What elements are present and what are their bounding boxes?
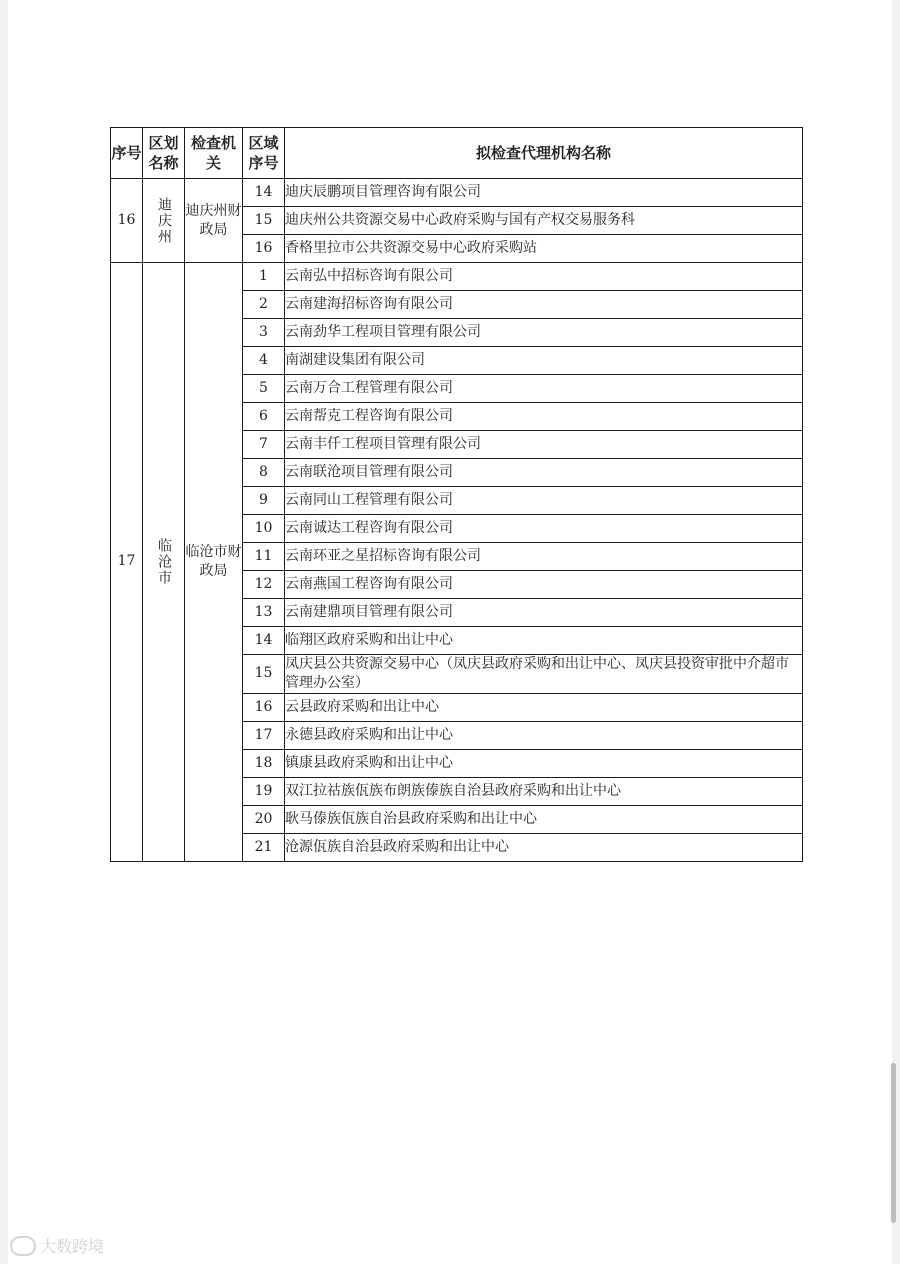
row-agency-name-cell: 云南万合工程管理有限公司: [285, 375, 803, 403]
group-region-cell: 迪庆州: [143, 179, 185, 263]
row-agency-name-cell: 云南诚达工程咨询有限公司: [285, 515, 803, 543]
row-agency-name-cell: 云南丰仟工程项目管理有限公司: [285, 431, 803, 459]
row-agency-name-cell: 耿马傣族佤族自治县政府采购和出让中心: [285, 805, 803, 833]
row-idx-cell: 17: [243, 721, 285, 749]
row-agency-name-cell: 镇康县政府采购和出让中心: [285, 749, 803, 777]
row-agency-name-cell: 云南帮克工程咨询有限公司: [285, 403, 803, 431]
row-agency-name-cell: 凤庆县公共资源交易中心（凤庆县政府采购和出让中心、凤庆县投资审批中介超市管理办公室）: [285, 655, 803, 694]
row-agency-name-cell: 临翔区政府采购和出让中心: [285, 627, 803, 655]
row-idx-cell: 8: [243, 459, 285, 487]
row-idx-cell: 20: [243, 805, 285, 833]
row-agency-name-cell: 云南环亚之星招标咨询有限公司: [285, 543, 803, 571]
row-idx-cell: 16: [243, 693, 285, 721]
table-body: [111, 179, 803, 862]
row-agency-name-cell: 云南建鼎项目管理有限公司: [285, 599, 803, 627]
table-row: [111, 179, 803, 207]
group-seq-cell: 16: [111, 179, 143, 263]
row-idx-cell: 6: [243, 403, 285, 431]
header-seq: 序号: [111, 128, 143, 179]
group-region-cell: 临沧市: [143, 263, 185, 862]
header-org: 检查机关: [185, 128, 243, 179]
row-agency-name-cell: 云南建海招标咨询有限公司: [285, 291, 803, 319]
row-agency-name-cell: 云南同山工程管理有限公司: [285, 487, 803, 515]
watermark-logo-icon: [10, 1236, 36, 1256]
row-idx-cell: 9: [243, 487, 285, 515]
row-agency-name-cell: 双江拉祜族佤族布朗族傣族自治县政府采购和出让中心: [285, 777, 803, 805]
row-agency-name-cell: 云南弘中招标咨询有限公司: [285, 263, 803, 291]
row-idx-cell: 21: [243, 833, 285, 861]
row-idx-cell: 5: [243, 375, 285, 403]
row-idx-cell: 4: [243, 347, 285, 375]
group-seq-cell: 17: [111, 263, 143, 862]
watermark-text: 大数跨境: [40, 1237, 105, 1256]
row-idx-cell: 12: [243, 571, 285, 599]
watermark: [10, 1234, 104, 1257]
row-idx-cell: 13: [243, 599, 285, 627]
table-row: [111, 263, 803, 291]
row-idx-cell: 14: [243, 627, 285, 655]
row-idx-cell: 1: [243, 263, 285, 291]
row-agency-name-cell: 云县政府采购和出让中心: [285, 693, 803, 721]
row-agency-name-cell: 南湖建设集团有限公司: [285, 347, 803, 375]
row-idx-cell: 15: [243, 207, 285, 235]
row-agency-name-cell: 永德县政府采购和出让中心: [285, 721, 803, 749]
header-idx: 区域序号: [243, 128, 285, 179]
row-agency-name-cell: 云南燕国工程咨询有限公司: [285, 571, 803, 599]
row-idx-cell: 15: [243, 655, 285, 694]
row-idx-cell: 19: [243, 777, 285, 805]
row-agency-name-cell: 云南劲华工程项目管理有限公司: [285, 319, 803, 347]
row-idx-cell: 16: [243, 235, 285, 263]
scrollbar[interactable]: [891, 1063, 896, 1223]
row-idx-cell: 11: [243, 543, 285, 571]
row-idx-cell: 18: [243, 749, 285, 777]
group-org-cell: 临沧市财政局: [185, 263, 243, 862]
row-agency-name-cell: 迪庆辰鹏项目管理咨询有限公司: [285, 179, 803, 207]
row-agency-name-cell: 沧源佤族自治县政府采购和出让中心: [285, 833, 803, 861]
agency-inspection-table: [110, 127, 803, 862]
table-header-row: [111, 128, 803, 179]
row-idx-cell: 2: [243, 291, 285, 319]
row-agency-name-cell: 迪庆州公共资源交易中心政府采购与国有产权交易服务科: [285, 207, 803, 235]
header-name: 拟检查代理机构名称: [285, 128, 803, 179]
document-page: [8, 0, 892, 1264]
row-agency-name-cell: 香格里拉市公共资源交易中心政府采购站: [285, 235, 803, 263]
row-idx-cell: 7: [243, 431, 285, 459]
row-idx-cell: 14: [243, 179, 285, 207]
group-org-cell: 迪庆州财政局: [185, 179, 243, 263]
header-region: 区划名称: [143, 128, 185, 179]
row-agency-name-cell: 云南联沧项目管理有限公司: [285, 459, 803, 487]
row-idx-cell: 3: [243, 319, 285, 347]
row-idx-cell: 10: [243, 515, 285, 543]
